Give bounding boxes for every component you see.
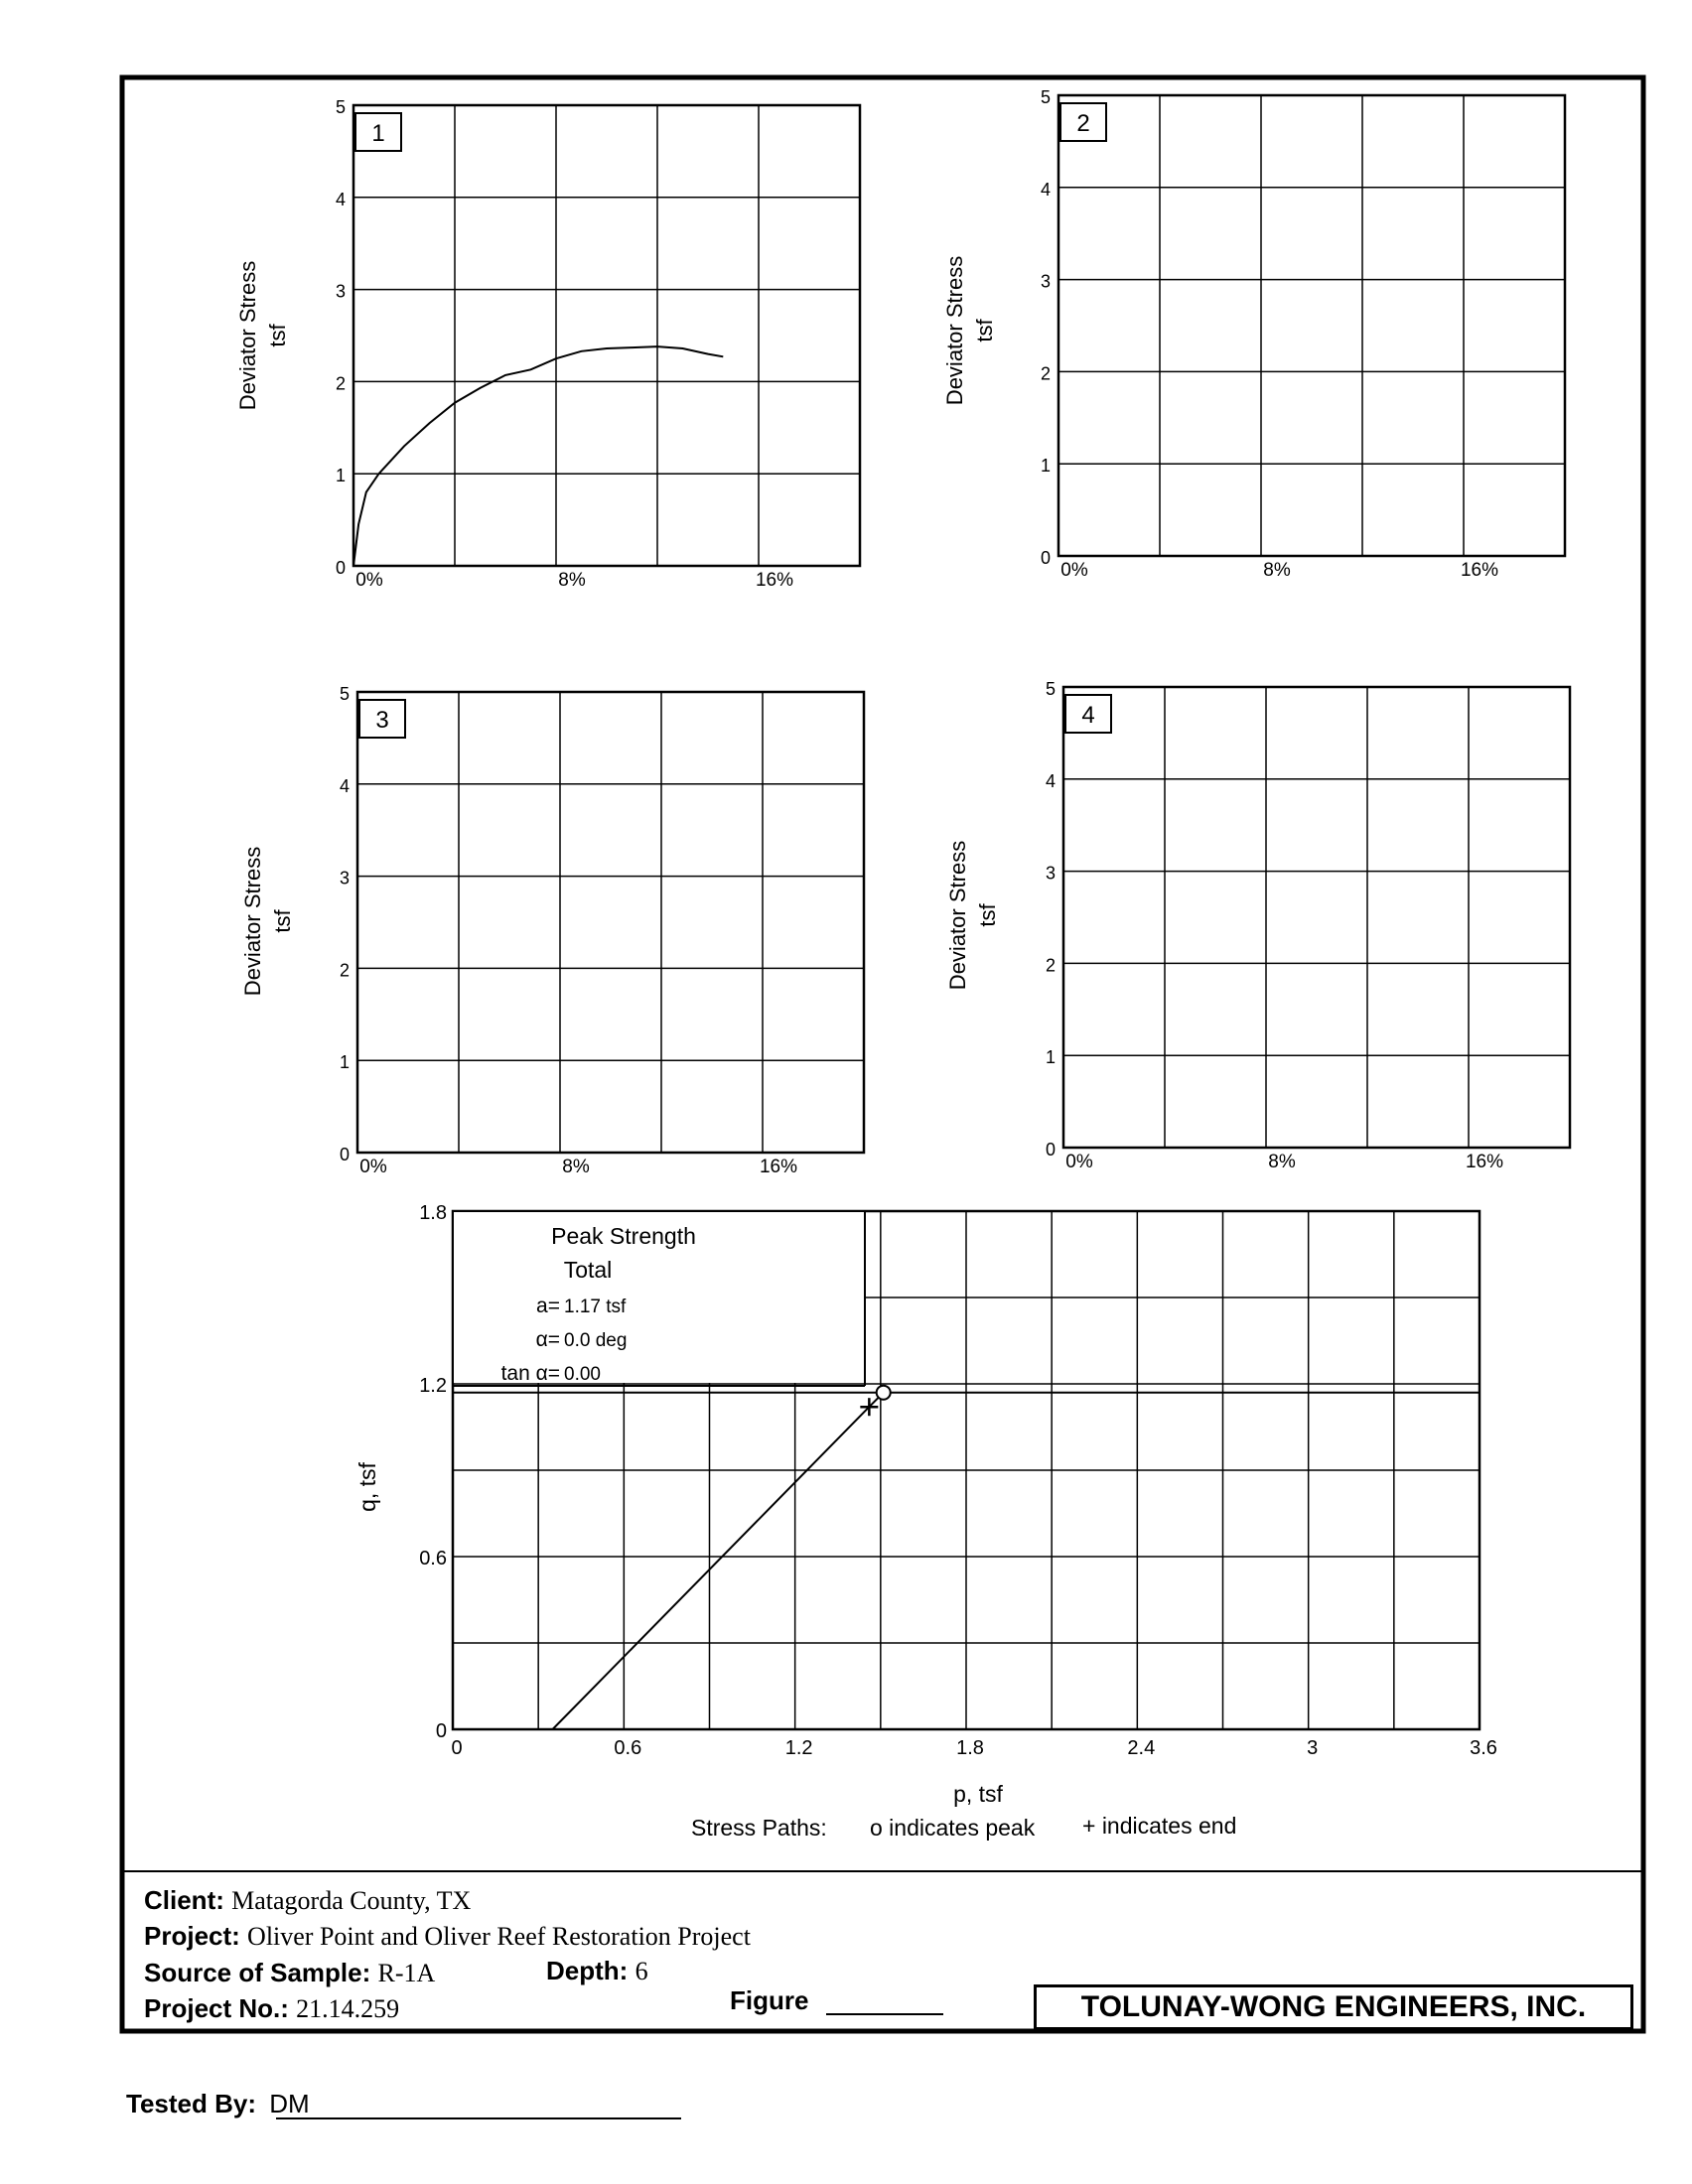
x-tick-label: 3 bbox=[1307, 1737, 1319, 1759]
y-tick-label: 5 bbox=[335, 97, 346, 117]
y-tick-label: 0 bbox=[1045, 1140, 1056, 1160]
y-tick-label: 3 bbox=[339, 868, 350, 888]
x-tick-label: 0% bbox=[355, 570, 383, 591]
y-tick-label: 0 bbox=[435, 1720, 447, 1742]
x-tick-label: 16% bbox=[755, 570, 794, 591]
end-note: + indicates end bbox=[1082, 1813, 1237, 1839]
y-axis-label bbox=[945, 841, 1000, 990]
panel-number: 2 bbox=[1076, 110, 1090, 137]
y-axis-label: q, tsf bbox=[354, 1462, 380, 1512]
depth-label: Depth: bbox=[546, 1956, 629, 1985]
y-tick-label: 0 bbox=[339, 1145, 350, 1164]
deviator-panel-2 bbox=[942, 87, 1565, 581]
x-tick-label: 0.6 bbox=[614, 1737, 642, 1759]
y-tick-label: 4 bbox=[335, 189, 346, 209]
y-tick-label: 1 bbox=[1040, 456, 1051, 477]
panel-number: 1 bbox=[371, 120, 385, 147]
y-tick-label: 2 bbox=[1040, 363, 1051, 384]
y-tick-label: 3 bbox=[335, 281, 346, 302]
x-tick-label: 1.2 bbox=[784, 1737, 813, 1759]
y-tick-label: 5 bbox=[1045, 679, 1056, 699]
y-tick-label: 1 bbox=[1045, 1047, 1056, 1068]
stress-strain-curve bbox=[353, 346, 723, 566]
tested-by-value: DM bbox=[269, 2089, 310, 2118]
y-tick-label: 0.6 bbox=[419, 1548, 447, 1570]
x-tick-label: 0% bbox=[359, 1157, 387, 1177]
tested-by-label: Tested By: bbox=[126, 2089, 256, 2118]
y-tick-label: 3 bbox=[1045, 863, 1056, 884]
client-label: Client: bbox=[144, 1885, 224, 1915]
y-axis-unit: tsf bbox=[972, 319, 997, 342]
stress-paths-label: Stress Paths: bbox=[691, 1815, 827, 1841]
y-tick-label: 2 bbox=[335, 373, 346, 394]
y-axis-unit: tsf bbox=[265, 324, 290, 347]
x-tick-label: 0% bbox=[1060, 560, 1088, 581]
figure-blank-line bbox=[826, 2013, 943, 2015]
stress-path-line bbox=[553, 1393, 884, 1729]
y-tick-label: 5 bbox=[339, 684, 350, 704]
projno-label: Project No.: bbox=[144, 1993, 289, 2023]
projno-line bbox=[144, 1993, 399, 2024]
legend-row-value: 1.17 tsf bbox=[564, 1297, 627, 1317]
x-tick-label: 1.8 bbox=[956, 1737, 984, 1759]
depth-value: 6 bbox=[634, 1957, 648, 1985]
outer-frame bbox=[122, 77, 1643, 2031]
tested-by bbox=[126, 2089, 310, 2119]
y-axis-title: Deviator Stress bbox=[945, 840, 970, 991]
projno-value: 21.14.259 bbox=[296, 1994, 400, 2023]
depth-line bbox=[546, 1956, 648, 1986]
legend-row-label: a= bbox=[536, 1295, 560, 1317]
y-tick-label: 1.8 bbox=[419, 1202, 447, 1224]
deviator-panels bbox=[235, 87, 1570, 1177]
y-axis-label bbox=[240, 847, 295, 996]
tested-by-line bbox=[276, 2117, 681, 2119]
legend-title: Peak Strength bbox=[551, 1223, 696, 1249]
y-axis-label bbox=[942, 256, 997, 405]
y-tick-label: 1.2 bbox=[419, 1375, 447, 1397]
x-tick-label: 8% bbox=[562, 1157, 590, 1177]
y-tick-label: 5 bbox=[1040, 87, 1051, 107]
figure-label: Figure bbox=[730, 1985, 809, 2015]
peak-note: o indicates peak bbox=[870, 1815, 1036, 1841]
x-tick-label: 2.4 bbox=[1127, 1737, 1156, 1759]
plot-frame bbox=[1058, 95, 1565, 556]
legend-row-value: 0.00 bbox=[564, 1364, 601, 1385]
y-tick-label: 3 bbox=[1040, 271, 1051, 292]
y-axis-title: Deviator Stress bbox=[240, 846, 265, 997]
y-axis-label-group bbox=[354, 1461, 380, 1511]
x-tick-label: 16% bbox=[1460, 560, 1499, 581]
y-tick-label: 0 bbox=[1040, 548, 1051, 568]
peak-marker bbox=[877, 1386, 891, 1400]
company-name: TOLUNAY-WONG ENGINEERS, INC. bbox=[1034, 1984, 1633, 2030]
y-tick-label: 4 bbox=[339, 775, 350, 796]
source-value: R-1A bbox=[377, 1959, 436, 1987]
legend-row-value: 0.0 deg bbox=[564, 1330, 628, 1351]
y-tick-label: 4 bbox=[1045, 770, 1056, 791]
project-line bbox=[144, 1921, 751, 1952]
project-value: Oliver Point and Oliver Reef Restoration Project bbox=[247, 1922, 751, 1951]
y-axis-unit: tsf bbox=[975, 903, 1000, 927]
y-axis-title: Deviator Stress bbox=[235, 260, 260, 411]
x-tick-label: 16% bbox=[759, 1157, 798, 1177]
x-tick-label: 3.6 bbox=[1470, 1737, 1497, 1759]
plot-frame bbox=[1063, 687, 1570, 1148]
panel-number: 3 bbox=[375, 707, 389, 734]
y-tick-label: 2 bbox=[1045, 955, 1056, 976]
x-tick-label: 8% bbox=[558, 570, 586, 591]
y-axis-title: Deviator Stress bbox=[942, 255, 967, 406]
y-tick-label: 2 bbox=[339, 960, 350, 981]
x-tick-label: 8% bbox=[1268, 1152, 1296, 1172]
y-axis-label bbox=[235, 261, 290, 410]
stress-path-chart bbox=[354, 1202, 1497, 1841]
x-axis-label: p, tsf bbox=[953, 1781, 1003, 1807]
y-tick-label: 4 bbox=[1040, 179, 1051, 200]
source-line bbox=[144, 1958, 435, 1988]
client-line bbox=[144, 1885, 471, 1916]
y-axis-unit: tsf bbox=[270, 909, 295, 933]
legend-subtitle: Total bbox=[563, 1257, 613, 1283]
legend-row-label: tan α= bbox=[500, 1362, 560, 1385]
y-tick-label: 1 bbox=[335, 466, 346, 486]
plot-frame bbox=[357, 692, 864, 1153]
y-tick-label: 0 bbox=[335, 558, 346, 578]
client-value: Matagorda County, TX bbox=[231, 1886, 472, 1915]
legend-row-label: α= bbox=[535, 1328, 560, 1351]
panel-number: 4 bbox=[1081, 702, 1095, 729]
x-tick-label: 8% bbox=[1263, 560, 1291, 581]
deviator-panel-1 bbox=[235, 97, 860, 591]
plot-frame bbox=[353, 105, 860, 566]
x-tick-label: 16% bbox=[1465, 1152, 1504, 1172]
y-tick-label: 1 bbox=[339, 1052, 350, 1073]
x-tick-label: 0% bbox=[1065, 1152, 1093, 1172]
x-tick-label: 0 bbox=[451, 1737, 463, 1759]
deviator-panel-4 bbox=[945, 679, 1570, 1172]
project-label: Project: bbox=[144, 1921, 240, 1951]
deviator-panel-3 bbox=[240, 684, 864, 1177]
source-label: Source of Sample: bbox=[144, 1958, 371, 1987]
